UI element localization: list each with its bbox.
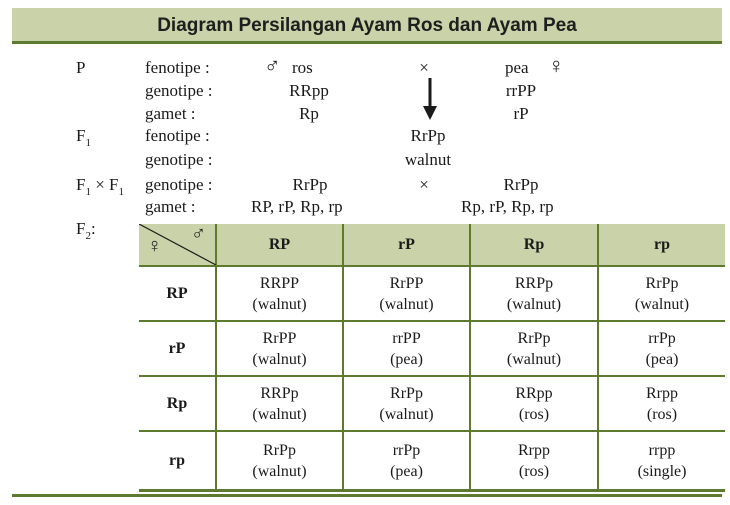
f1-phenotype: walnut — [404, 150, 452, 169]
row-header: RP — [139, 266, 216, 321]
col-header: rp — [598, 224, 725, 266]
label-genotipe-f1: genotipe : — [145, 150, 213, 169]
table-row — [139, 431, 725, 491]
cross-symbol-p: × — [419, 58, 429, 77]
corner-male-icon: ♂ — [191, 223, 206, 245]
punnett-cell: RrPp (walnut) — [343, 376, 470, 431]
corner-female-icon: ♀ — [147, 235, 162, 257]
punnett-cell: RRPP (walnut) — [216, 266, 343, 321]
punnett-cell: rrPp (pea) — [598, 321, 725, 376]
f1xf1-left-genotype: RrPp — [292, 175, 328, 194]
punnett-cell: Rrpp (ros) — [470, 431, 598, 491]
punnett-header-row — [139, 224, 725, 266]
cross-symbol-f1: × — [419, 175, 429, 194]
down-arrow-icon — [423, 78, 437, 120]
punnett-cell: RrPp (walnut) — [598, 266, 725, 321]
male-genotype: RRpp — [289, 81, 329, 100]
label-fenotipe-p: fenotipe : — [145, 58, 210, 77]
f1-genotype: RrPp — [410, 126, 446, 145]
label-f2: $F_2$: — [76, 219, 96, 242]
punnett-cell: rrPP (pea) — [343, 321, 470, 376]
female-symbol-icon: ♀ — [548, 53, 565, 78]
label-p: P — [76, 58, 86, 77]
male-phenotype: ros — [292, 58, 313, 77]
punnett-cell: RRPp (walnut) — [216, 376, 343, 431]
row-header: rp — [139, 431, 216, 491]
punnett-cell: Rrpp (ros) — [598, 376, 725, 431]
punnett-cell: RRpp (ros) — [470, 376, 598, 431]
label-genotipe-f1xf1: genotipe : — [145, 175, 213, 194]
col-header: rP — [343, 224, 470, 266]
page-title: Diagram Persilangan Ayam Ros dan Ayam Pea — [157, 15, 577, 36]
punnett-cell: rrPp (pea) — [343, 431, 470, 491]
punnett-cell: rrpp (single) — [598, 431, 725, 491]
punnett-cell: RRPp (walnut) — [470, 266, 598, 321]
punnett-cell: RrPp (walnut) — [470, 321, 598, 376]
punnett-square — [139, 224, 725, 492]
label-gamet-p: gamet : — [145, 104, 196, 123]
f1xf1-right-gametes: Rp, rP, Rp, rp — [461, 197, 554, 216]
col-header: RP — [216, 224, 343, 266]
label-f1: $F_1$ — [76, 126, 91, 149]
label-f1xf1: $F_1 \times F_1$ — [76, 175, 125, 198]
title-bar — [12, 8, 722, 44]
punnett-cell: RrPP (walnut) — [216, 321, 343, 376]
row-header: rP — [139, 321, 216, 376]
f1xf1-right-genotype: RrPp — [503, 175, 539, 194]
female-phenotype: pea — [505, 58, 529, 77]
label-fenotipe-f1: fenotipe : — [145, 126, 210, 145]
f1xf1-left-gametes: RP, rP, Rp, rp — [251, 197, 343, 216]
punnett-cell: RrPP (walnut) — [343, 266, 470, 321]
label-gamet-f1xf1: gamet : — [145, 197, 196, 216]
punnett-cell: RrPp (walnut) — [216, 431, 343, 491]
female-gamete: rP — [513, 104, 529, 123]
table-row — [139, 266, 725, 321]
punnett-corner — [139, 224, 216, 266]
table-row — [139, 321, 725, 376]
col-header: Rp — [470, 224, 598, 266]
label-genotipe-p: genotipe : — [145, 81, 213, 100]
table-row — [139, 376, 725, 431]
male-gamete: Rp — [299, 104, 319, 123]
male-symbol-icon: ♂ — [264, 53, 281, 78]
female-genotype: rrPP — [505, 81, 537, 100]
bottom-divider — [12, 494, 722, 497]
row-header: Rp — [139, 376, 216, 431]
